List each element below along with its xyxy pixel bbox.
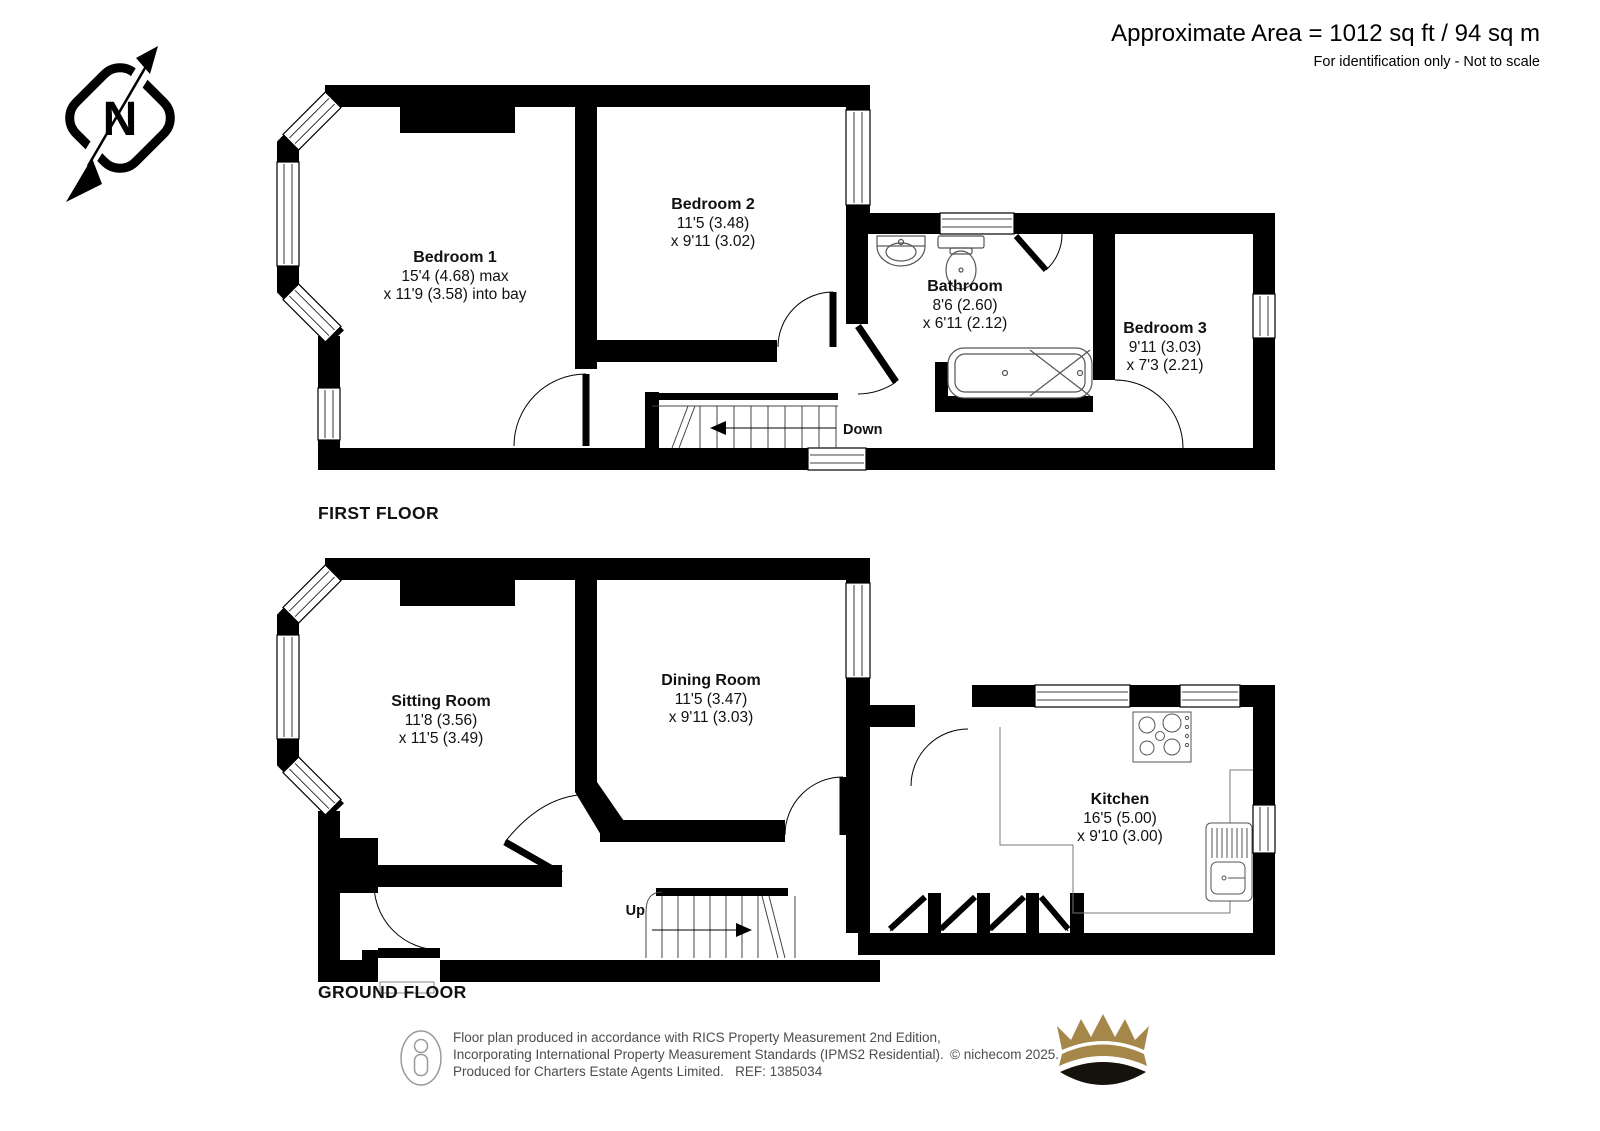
bathroom-sink xyxy=(877,236,925,266)
room-label-dining-room: Dining Room 11'5 (3.47) x 9'11 (3.03) xyxy=(661,672,761,726)
footer-rics-line1: Floor plan produced in accordance with RICS Property Measurement 2nd Edition, xyxy=(453,1030,941,1045)
stairs-down-label: Down xyxy=(843,422,883,438)
room-label-sitting-room: Sitting Room 11'8 (3.56) x 11'5 (3.49) xyxy=(391,693,491,747)
compass-icon xyxy=(61,46,180,202)
ground-floor-walls xyxy=(318,558,1275,982)
kitchen-door-arc xyxy=(911,729,968,786)
stairs-direction-arrow xyxy=(710,421,726,435)
crown-logo-icon xyxy=(1057,1014,1149,1085)
room-label-bedroom1: Bedroom 1 15'4 (4.68) max x 11'9 (3.58) into bay xyxy=(383,249,527,303)
footer-rics-line2: Incorporating International Property Measurement Standards (IPMS2 Residential). xyxy=(453,1047,944,1062)
ground-floor-plan xyxy=(277,558,1275,993)
room-label-bathroom: Bathroom 8'6 (2.60) x 6'11 (2.12) xyxy=(922,278,1008,332)
ground-floor-windows xyxy=(378,583,1275,993)
compass-north-letter: N xyxy=(102,93,138,146)
staircase-down xyxy=(652,393,838,448)
ground-floor-title: GROUND FLOOR xyxy=(318,982,467,1002)
room-label-bedroom3: Bedroom 3 9'11 (3.03) x 7'3 (2.21) xyxy=(1123,320,1207,374)
kitchen-hob xyxy=(1133,712,1191,762)
room-label-bedroom2: Bedroom 2 11'5 (3.48) x 9'11 (3.02) xyxy=(670,196,756,250)
first-floor-title: FIRST FLOOR xyxy=(318,503,440,523)
bay-window xyxy=(277,565,341,815)
approximate-area-text: Approximate Area = 1012 sq ft / 94 sq m xyxy=(1111,20,1540,47)
room-label-kitchen: Kitchen 16'5 (5.00) x 9'10 (3.00) xyxy=(1077,791,1163,845)
stairs-up-label: Up xyxy=(625,903,645,919)
chimney-breast xyxy=(400,107,515,133)
disclaimer-text: For identification only - Not to scale xyxy=(1313,54,1540,70)
staircase-up xyxy=(646,892,795,958)
chimney-breast xyxy=(400,580,515,606)
person-icon xyxy=(401,1031,441,1085)
ground-floor-doors xyxy=(374,729,1068,958)
copyright-text: © nichecom 2025. xyxy=(950,1047,1060,1062)
stairs-direction-arrow xyxy=(736,923,752,937)
footer-producer-line: Produced for Charters Estate Agents Limited. REF: 1385034 xyxy=(453,1064,823,1079)
